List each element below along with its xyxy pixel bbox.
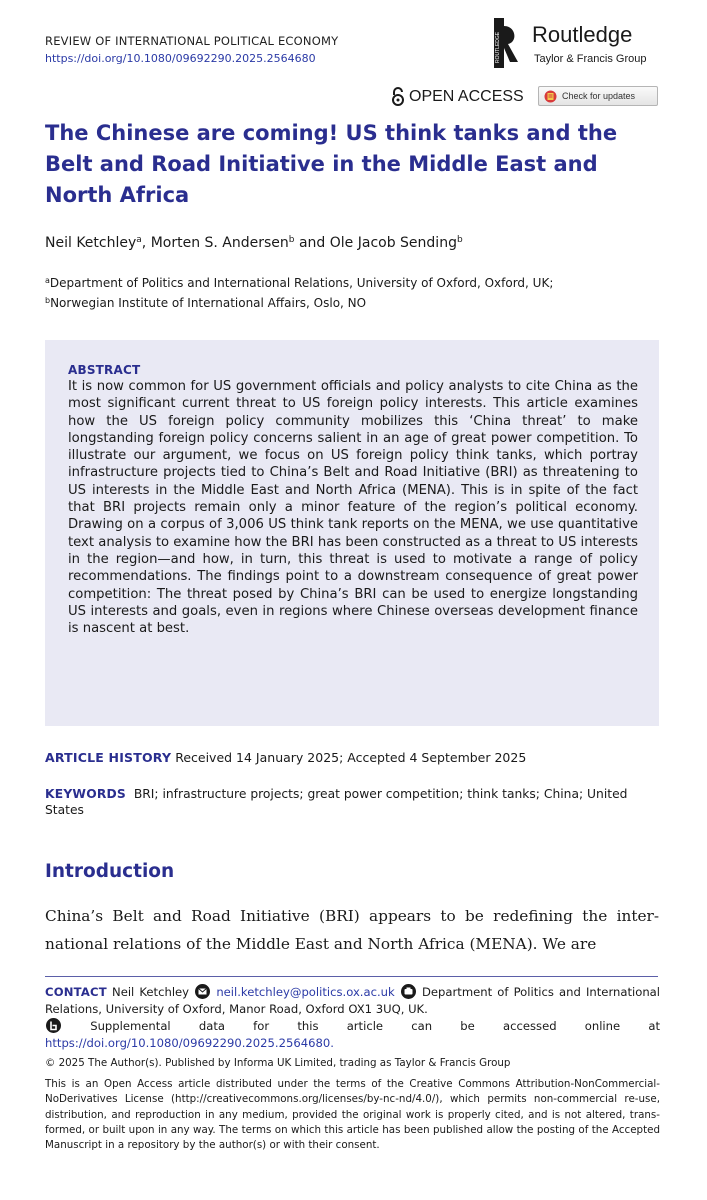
keywords-label: KEYWORDS [45, 787, 126, 801]
contact-address: Department of Politics and International Relations, University of Oxford, Manor Road, Oxford OX1 3UQ, UK. [45, 985, 660, 1016]
supplemental-icon [46, 1018, 61, 1033]
supplemental-text: Supplemental data for this article can be accessed online at [90, 1019, 660, 1033]
publisher-name: Routledge [532, 22, 633, 47]
check-updates-button[interactable] [538, 86, 658, 106]
affil-mark: b [45, 296, 51, 305]
keywords-text: BRI; infrastructure projects; great power competition; think tanks; China; United States [45, 787, 628, 817]
contact-block [45, 984, 660, 1052]
author-affil-mark: b [288, 235, 295, 245]
abstract-label: ABSTRACT [68, 363, 141, 377]
open-lock-icon [391, 87, 405, 107]
address-icon [401, 984, 416, 999]
affil-text: Department of Politics and International Relations, University of Oxford, Oxford, UK; [49, 276, 554, 290]
affiliation-line [45, 292, 660, 312]
author-name[interactable]: Neil Ketchley [45, 235, 137, 251]
routledge-logo-icon [494, 18, 520, 68]
intro-heading: Introduction [45, 861, 175, 882]
footnote-divider [45, 976, 658, 977]
author-separator: and [294, 235, 330, 251]
license-text-post: ), which permits non-commercial re-use, distribution, and reproduction in any medium, provided the original work is properly cited, and is not altered, trans-formed, or built upon in any way. The terms on which this article has been published allow the posting of the Accepted Manuscript in a repository by the author(s) or with their consent. [45, 1093, 660, 1152]
doi-link[interactable]: https://doi.org/10.1080/09692290.2025.2564680 [45, 52, 316, 65]
affiliations [45, 272, 660, 312]
author-affil-mark: a [136, 235, 142, 245]
abstract-box [45, 340, 659, 726]
affiliation-line [45, 272, 660, 292]
supplemental-link[interactable]: https://doi.org/10.1080/09692290.2025.2564680. [45, 1036, 334, 1050]
affil-mark: a [45, 276, 50, 285]
author-affil-mark: b [456, 235, 463, 245]
journal-name: REVIEW OF INTERNATIONAL POLITICAL ECONOMY [45, 34, 339, 48]
author-list [45, 235, 463, 251]
check-updates-label: Check for updates [562, 91, 636, 101]
publisher-subtitle: Taylor & Francis Group [534, 53, 647, 65]
contact-label: CONTACT [45, 985, 107, 999]
open-access-label: OPEN ACCESS [409, 88, 524, 105]
contact-email-link[interactable]: neil.ketchley@politics.ox.ac.uk [216, 985, 395, 999]
author-name[interactable]: Ole Jacob Sending [329, 235, 457, 251]
logo-vertical-text: ROUTLEDGE [495, 31, 501, 63]
author-name[interactable]: Morten S. Andersen [150, 235, 289, 251]
intro-text: China’s Belt and Road Initiative (BRI) appears to be redefining the inter-national relations of the Middle East and North Africa (MENA). We are [45, 907, 659, 953]
email-icon [195, 984, 210, 999]
article-history [45, 750, 526, 765]
keywords [45, 786, 660, 818]
license-link[interactable]: http://creativecommons.org/licenses/by-nc-nd/4.0/ [175, 1093, 436, 1106]
contact-name: Neil Ketchley [112, 985, 190, 999]
affil-text: Norwegian Institute of International Affairs, Oslo, NO [50, 296, 367, 310]
copyright-notice: © 2025 The Author(s). Published by Informa UK Limited, trading as Taylor & Francis Group [45, 1057, 511, 1069]
article-history-text: Received 14 January 2025; Accepted 4 September 2025 [175, 750, 527, 765]
article-title: The Chinese are coming! US think tanks and the Belt and Road Initiative in the Middle East and North Africa [45, 121, 618, 207]
abstract-text: It is now common for US government officials and policy analysts to cite China as the most significant current threat to US foreign policy interests. This article examines how the US foreign policy community mobilizes this ‘China threat’ to make longstanding foreign policy concerns salient in an age of great power competition. To illustrate our argument, we focus on US foreign policy think tanks, which portray infrastructure projects tied to China’s Belt and Road Initiative (BRI) as threatening to US interests in the Middle East and North Africa (MENA). This is in spite of the fact that BRI projects remain only a minor feature of the region’s political economy. Drawing on a corpus of 3,006 US think tank reports on the MENA, we use quantitative text analysis to examine how the BRI has been constructed as a threat to US interests in the region—and how, in turn, this threat is used to motivate a range of policy recommendations. The findings point to a downstream consequence of great power competition: The threat posed by China’s BRI can be used to energize longstanding US interests and goals, even in regions where Chinese overseas development finance is nascent at best. [68, 379, 638, 637]
license-text [45, 1077, 660, 1153]
crossmark-icon [544, 90, 557, 103]
article-history-label: ARTICLE HISTORY [45, 750, 172, 765]
author-separator: , [141, 235, 151, 251]
license-text-pre: This is an Open Access article distributed under the terms of the Creative Commons Attribution-NonCommercial-NoDerivatives License ( [45, 1078, 660, 1106]
open-access-badge [391, 86, 524, 108]
publisher-block[interactable] [494, 18, 684, 70]
